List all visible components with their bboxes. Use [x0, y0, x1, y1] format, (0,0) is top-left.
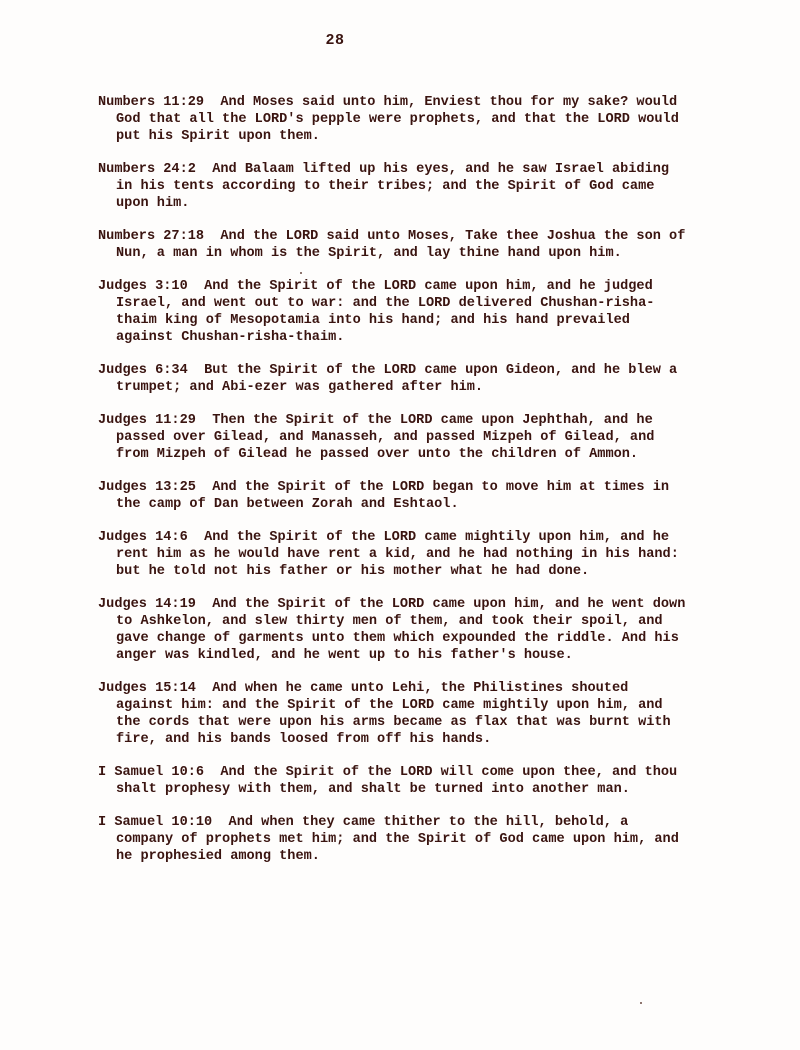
scripture-text: And the Spirit of the LORD will come upon thee, and thou shalt prophesy with them, and shalt be turned into another man.: [116, 764, 678, 797]
scripture-text: Then the Spirit of the LORD came upon Jephthah, and he passed over Gilead, and Manasseh, and passed Mizpeh of Gilead, and from Mizpeh of Gilead he passed over unto the children of Ammon.: [116, 412, 655, 462]
scripture-reference: Judges 13:25: [98, 479, 196, 495]
scripture-entry: [98, 412, 688, 463]
scripture-text: And the Spirit of the LORD came mightily upon him, and he rent him as he would have rent a kid, and he had nothing in his hand: but he told not his father or his mother what he had done.: [116, 529, 679, 579]
page-number: 28: [325, 32, 345, 49]
scripture-reference: I Samuel 10:10: [98, 814, 213, 830]
scripture-text: And Balaam lifted up his eyes, and he saw Israel abiding in his tents according to their tribes; and the Spirit of God came upon him.: [116, 161, 670, 211]
scripture-reference: Judges 15:14: [98, 680, 196, 696]
scripture-entry: [98, 161, 688, 212]
scripture-reference: Judges 11:29: [98, 412, 196, 428]
scripture-entry: [98, 764, 688, 798]
scripture-entry: [98, 94, 688, 145]
scripture-text: And when they came thither to the hill, behold, a company of prophets met him; and the Spirit of God came upon him, and he prophesied among them.: [116, 814, 679, 864]
scripture-entry: [98, 362, 688, 396]
scripture-reference: Judges 14:6: [98, 529, 188, 545]
scripture-entry: [98, 228, 688, 262]
scripture-text: And the Spirit of the LORD began to move him at times in the camp of Dan between Zorah and Eshtaol.: [116, 479, 670, 512]
scripture-entry: [98, 479, 688, 513]
scan-speck: [300, 272, 302, 274]
scripture-reference: Judges 6:34: [98, 362, 188, 378]
scripture-reference: Numbers 11:29: [98, 94, 205, 110]
scan-speck: [640, 1002, 642, 1004]
scripture-text: And the LORD said unto Moses, Take thee Joshua the son of Nun, a man in whom is the Spirit, and lay thine hand upon him.: [116, 228, 686, 261]
scripture-entry: [98, 596, 688, 664]
scripture-text: And when he came unto Lehi, the Philistines shouted against him: and the Spirit of the LORD came mightily upon him, and the cords that were upon his arms became as flax that was burnt with fire, and his bands loosed from off his hands.: [116, 680, 671, 747]
scripture-text: But the Spirit of the LORD came upon Gideon, and he blew a trumpet; and Abi-ezer was gathered after him.: [116, 362, 678, 395]
scripture-reference: I Samuel 10:6: [98, 764, 205, 780]
scripture-reference: Judges 14:19: [98, 596, 196, 612]
scripture-reference: Judges 3:10: [98, 278, 188, 294]
scripture-list: [98, 80, 688, 881]
scripture-reference: Numbers 27:18: [98, 228, 205, 244]
scripture-text: And the Spirit of the LORD came upon him, and he went down to Ashkelon, and slew thirty men of them, and took their spoil, and gave change of garments unto them which expounded the riddle. And his anger was kindled, and he went up to his father's house.: [116, 596, 686, 663]
scripture-entry: [98, 278, 688, 346]
scripture-entry: [98, 680, 688, 748]
scripture-text: And the Spirit of the LORD came upon him, and he judged Israel, and went out to war: and the LORD delivered Chushan-risha-thaim king of Mesopotamia into his hand; and his hand prevailed against Chushan-risha-thaim.: [116, 278, 655, 345]
scripture-entry: [98, 814, 688, 865]
scripture-text: And Moses said unto him, Enviest thou for my sake? would God that all the LORD's pepple were prophets, and that the LORD would put his Spirit upon them.: [116, 94, 679, 144]
scripture-entry: [98, 529, 688, 580]
scripture-reference: Numbers 24:2: [98, 161, 196, 177]
